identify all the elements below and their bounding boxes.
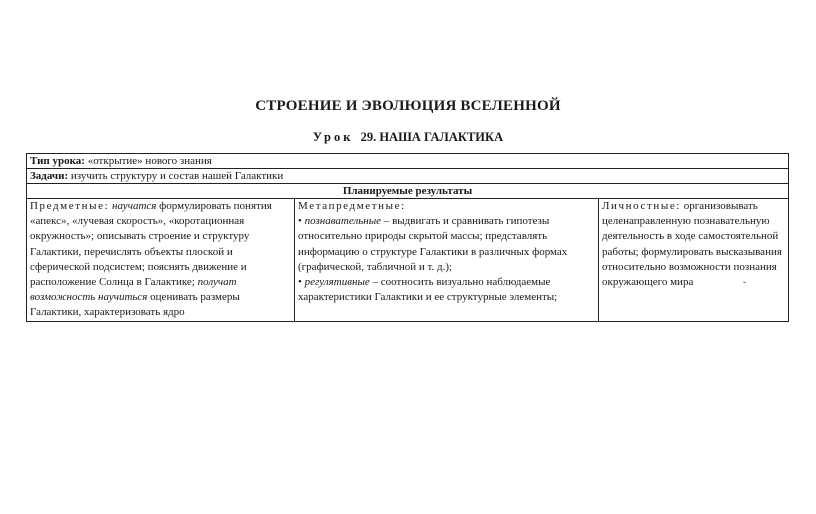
results-header: Планируемые результаты (27, 184, 789, 199)
results-header-row (27, 184, 789, 199)
meta-label: Метапредметные: (298, 200, 406, 212)
meta-regulative-label: регулятивные (304, 276, 370, 289)
meta-regulative-text: – соотносить визуально наблюдаемые характеристики Галактики и ее структурные элементы; (298, 276, 558, 304)
meta-cognitive: • познавательные – выдвигать и сравнивать гипотезы относительно природы скрытой массы; представлять информацию о структуре Галактики в различных формах (графической, табличной и т. д.); (298, 215, 568, 273)
subject-opportunity: получат возможность научиться (30, 276, 237, 304)
scan-mark: ˇ (743, 280, 746, 290)
results-row (27, 199, 789, 322)
subject-label: Предметные: (30, 200, 110, 212)
lesson-heading (0, 130, 816, 145)
page-title: СТРОЕНИЕ И ЭВОЛЮЦИЯ ВСЕЛЕННОЙ (255, 98, 561, 114)
lesson-type-label: Тип урока: (30, 155, 85, 167)
meta-cognitive-text: – выдвигать и сравнивать гипотезы относительно природы скрытой массы; представлять информацию о структуре Галактики в различных формах (графической, табличной и т. д.); (298, 215, 568, 273)
lesson-name: 29. НАША ГАЛАКТИКА (360, 130, 504, 144)
subject-will-learn: научатся (112, 200, 157, 212)
subject-text-1: формулировать понятия «апекс», «лучевая скорость», «коротационная окружность»; описывать строение и структуру Галактики, перечислять объекты плоской и сферической подсистем; пояснять движение и расположение Солнца в Галактике; (30, 200, 272, 289)
meta-results-cell (295, 199, 599, 322)
meta-cognitive-label: познавательные (304, 215, 382, 228)
lesson-type-value: «открытие» нового знания (87, 155, 212, 167)
subject-text-2: оценивать размеры Галактики, характеризовать ядро (30, 291, 240, 319)
tasks-row (27, 169, 789, 184)
lesson-table (26, 153, 789, 322)
tasks-label: Задачи: (30, 170, 69, 182)
personal-results-cell (599, 199, 789, 322)
tasks-value: изучить структуру и состав нашей Галактики (70, 170, 284, 182)
lesson-prefix: Урок (312, 130, 354, 144)
personal-label: Личностные: (602, 200, 682, 212)
subject-results-cell (27, 199, 295, 322)
meta-regulative: • регулятивные – соотносить визуально наблюдаемые характеристики Галактики и ее структурные элементы; (298, 276, 558, 304)
personal-text: организовывать целенаправленную познавательную деятельность в ходе самостоятельной работы; формулировать высказывания относительно возможности познания окружающего мира (602, 200, 782, 289)
lesson-type-row (27, 154, 789, 169)
